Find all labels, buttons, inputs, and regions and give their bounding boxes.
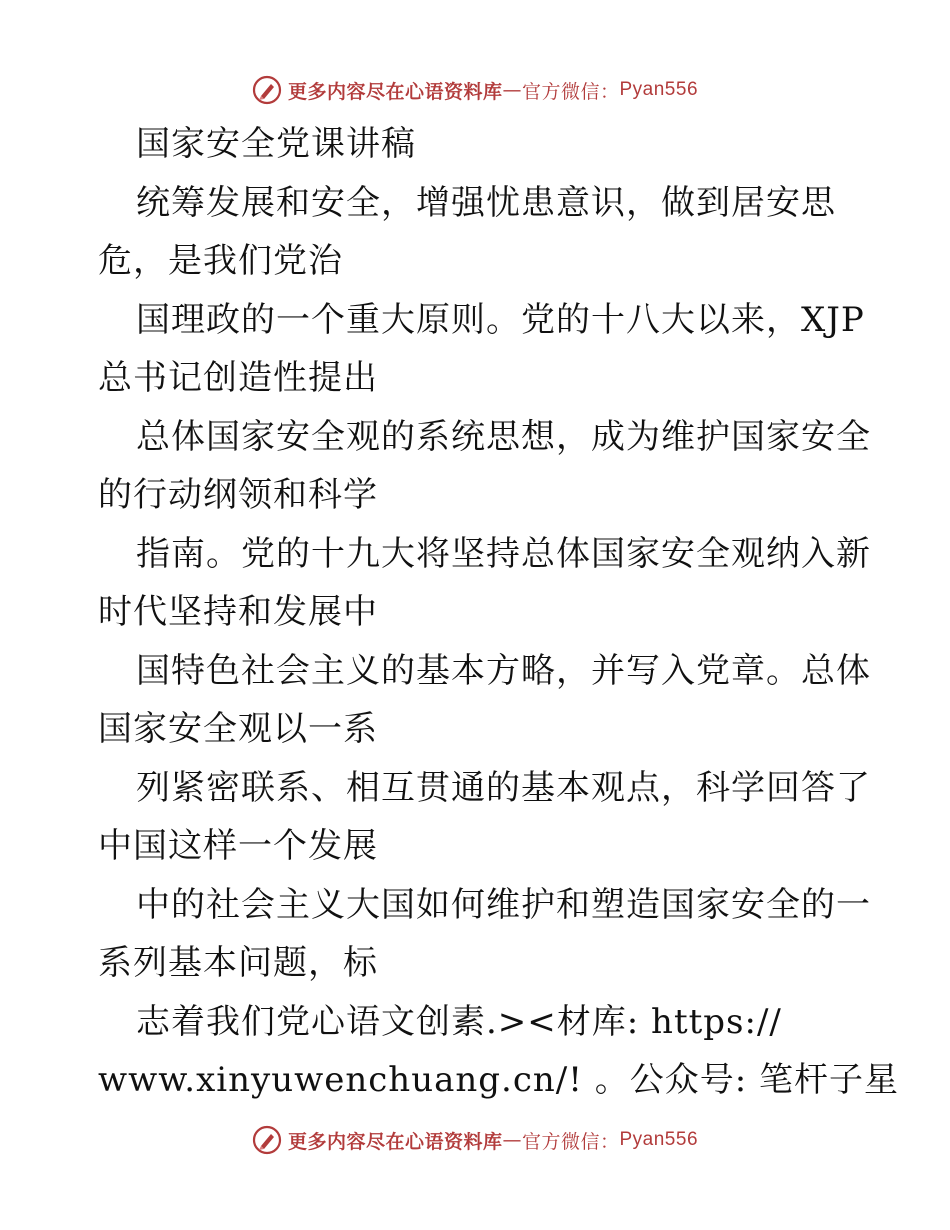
banner-dash: — bbox=[502, 1129, 522, 1151]
document-body bbox=[98, 115, 899, 1110]
text-line: 的行动纲领和科学 bbox=[98, 475, 378, 515]
text-line: www.xinyuwenchuang.cn/! 。公众号: 笔杆子星 bbox=[98, 1060, 899, 1100]
banner-wechat-id: Pyan556 bbox=[619, 1129, 699, 1150]
text-line: 志着我们党心语文创素.><材库: https:// bbox=[136, 1001, 782, 1042]
text-line: 统筹发展和安全，增强忧患意识，做到居安思 bbox=[136, 182, 836, 223]
text-line: 总书记创造性提出 bbox=[98, 358, 378, 398]
document-title: 国家安全党课讲稿 bbox=[136, 124, 416, 164]
header-watermark-banner bbox=[0, 70, 950, 110]
text-line: 时代坚持和发展中 bbox=[98, 592, 378, 632]
text-line: 国理政的一个重大原则。党的十八大以来，XJP bbox=[136, 299, 865, 340]
banner-main-text: 更多内容尽在心语资料库 bbox=[287, 80, 503, 103]
text-line: 危，是我们党治 bbox=[98, 241, 343, 281]
banner-wechat-label: 官方微信： bbox=[521, 80, 620, 103]
text-line: 指南。党的十九大将坚持总体国家安全观纳入新 bbox=[136, 533, 871, 574]
text-line: 中国这样一个发展 bbox=[98, 826, 378, 866]
pen-logo-icon bbox=[252, 75, 282, 105]
banner-wechat-id: Pyan556 bbox=[619, 79, 699, 100]
text-line: 中的社会主义大国如何维护和塑造国家安全的一 bbox=[136, 884, 871, 925]
text-line: 总体国家安全观的系统思想，成为维护国家安全 bbox=[136, 416, 871, 457]
text-line: 系列基本问题，标 bbox=[98, 943, 378, 983]
banner-main-text: 更多内容尽在心语资料库 bbox=[287, 1130, 503, 1153]
banner-wechat-label: 官方微信： bbox=[521, 1130, 620, 1153]
footer-watermark-banner bbox=[0, 1120, 950, 1160]
pen-logo-icon bbox=[252, 1125, 282, 1155]
banner-dash: — bbox=[502, 79, 522, 101]
text-line: 列紧密联系、相互贯通的基本观点，科学回答了 bbox=[136, 767, 871, 808]
text-line: 国家安全观以一系 bbox=[98, 709, 378, 749]
text-line: 国特色社会主义的基本方略，并写入党章。总体 bbox=[136, 650, 871, 691]
